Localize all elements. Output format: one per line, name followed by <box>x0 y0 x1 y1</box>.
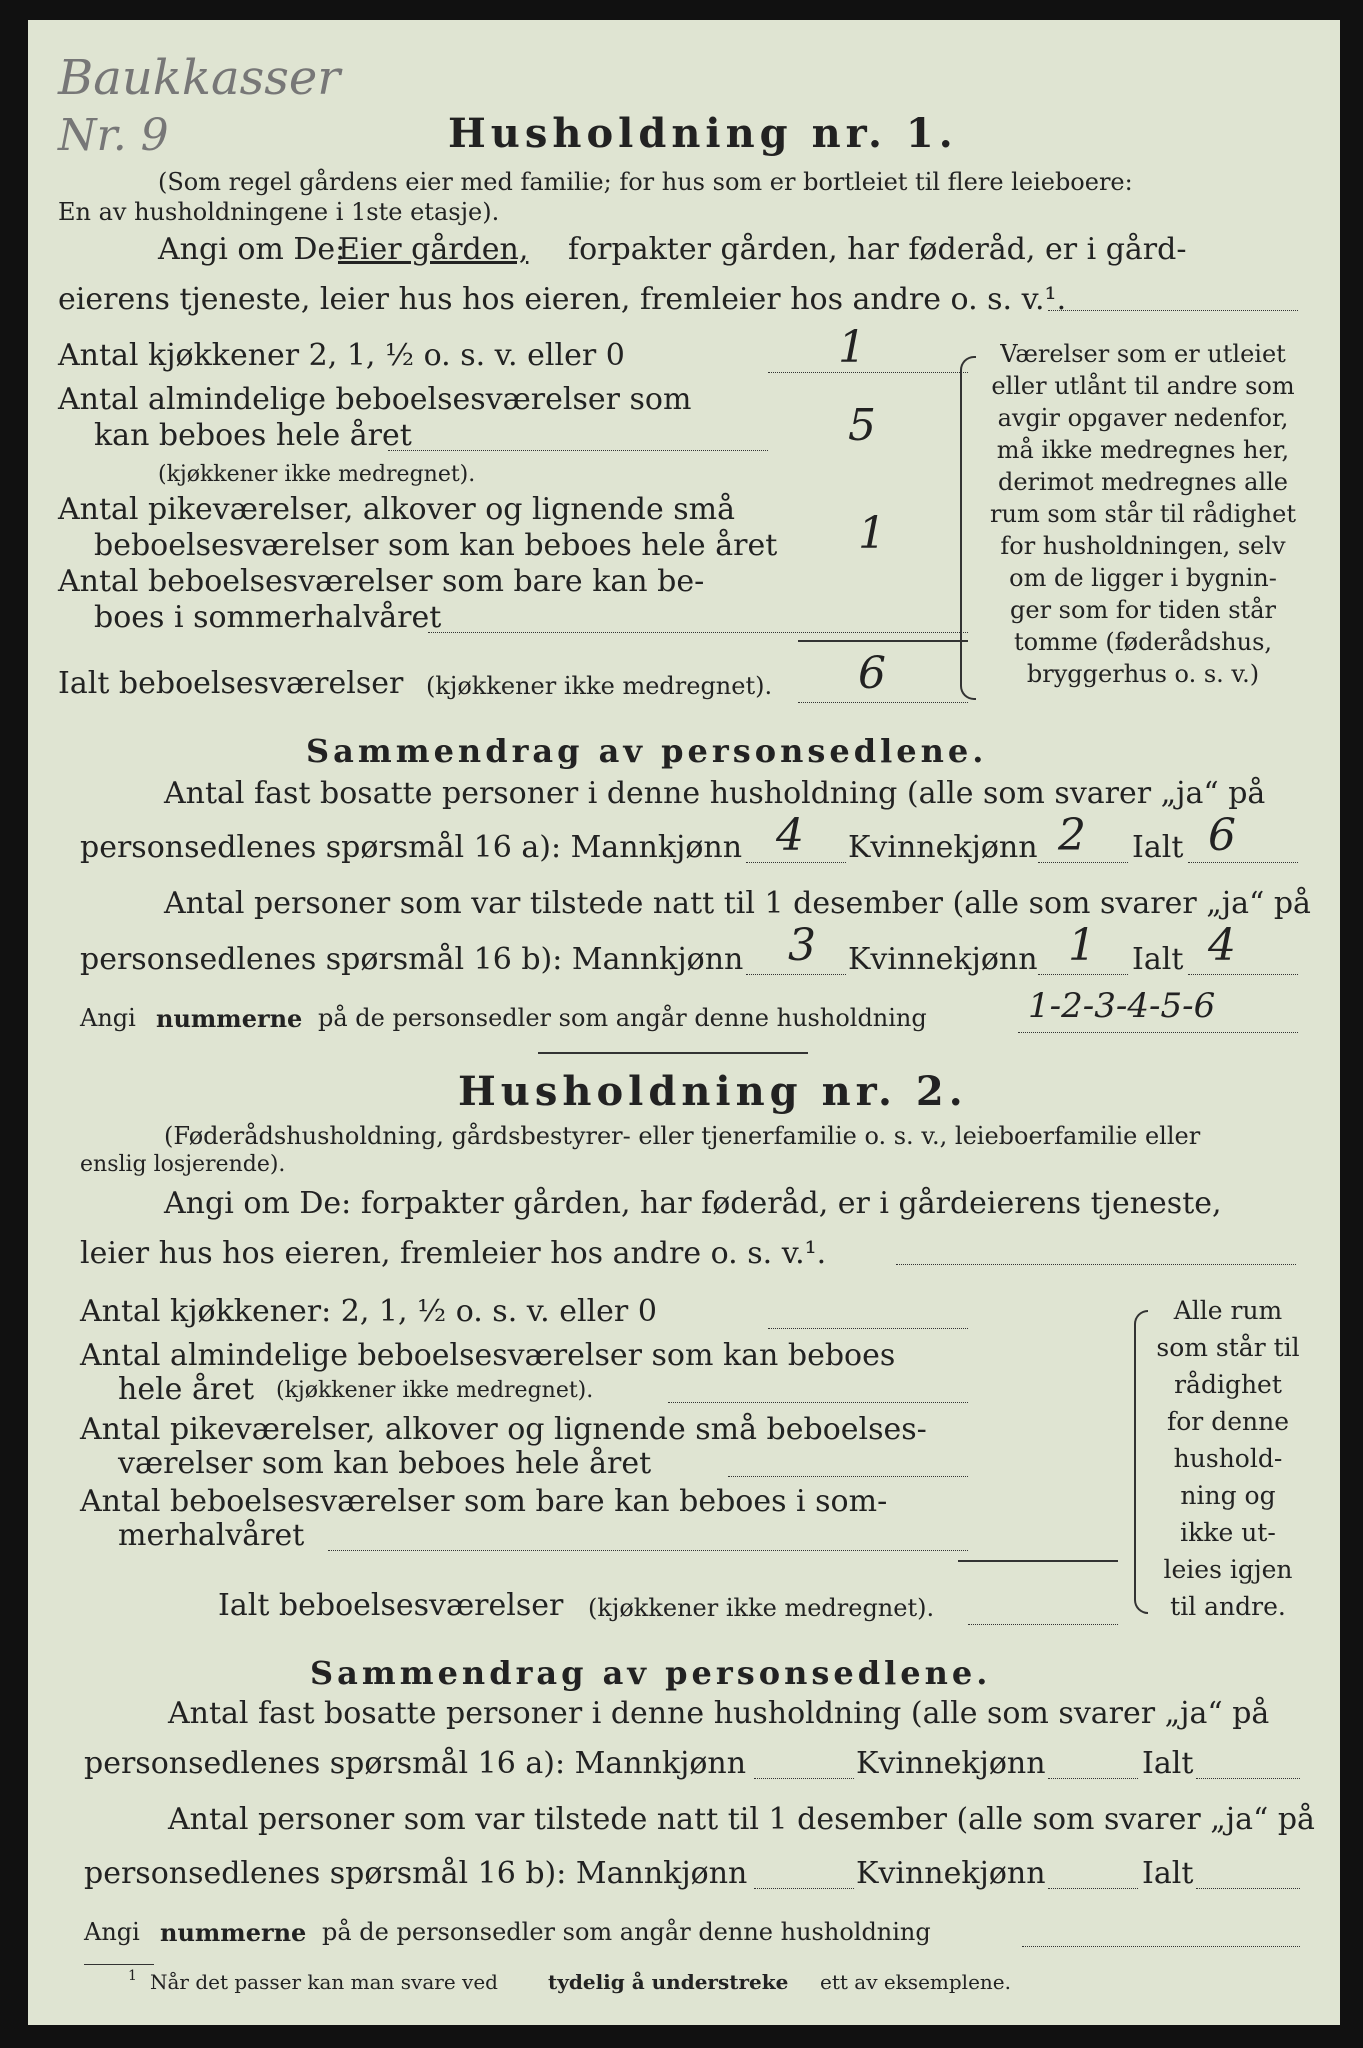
h2-side-note-line: Alle rum <box>1173 1296 1283 1325</box>
h1-kitchens-value: 1 <box>838 322 866 373</box>
h1-fast-line1: Antal fast bosatte personer i denne husholdning (alle som svarer „ja“ på <box>164 776 1266 811</box>
h2-side-note-line: for denne <box>1167 1407 1289 1436</box>
h2-present-women-line <box>1048 1888 1138 1889</box>
h2-summer-rooms-line <box>328 1550 968 1551</box>
h1-side-note-line: avgir opgaver nedenfor, <box>997 404 1289 432</box>
h1-side-brace <box>960 356 976 700</box>
h1-fast-total-label: Ialt <box>1132 830 1184 865</box>
h2-numbers-line <box>1022 1946 1300 1947</box>
h2-numbers-label-b: nummerne <box>160 1918 307 1947</box>
h1-rooms-dots <box>388 450 768 451</box>
h1-side-note-line: rum som står til rådighet <box>990 500 1296 528</box>
h2-fast-men-line <box>754 1778 854 1779</box>
h1-fast-total-value: 6 <box>1208 810 1236 861</box>
footnote-text-c: ett av eksemplene. <box>820 1970 1011 1994</box>
household-1-angi-options: forpakter gården, har føderåd, er i gård- <box>568 232 1187 267</box>
h2-present-line1: Antal personer som var tilstede natt til 1 desember (alle som svarer „ja“ på <box>168 1802 1315 1837</box>
h2-side-note-line: hushold- <box>1173 1444 1283 1473</box>
h1-maid-rooms-value: 1 <box>858 508 886 559</box>
h2-fast-women-label: Kvinnekjønn <box>856 1746 1046 1781</box>
h2-kitchens-line <box>768 1328 968 1329</box>
h1-numbers-label-b: nummerne <box>156 1004 303 1033</box>
h2-side-note-line: ikke ut- <box>1180 1518 1276 1547</box>
h1-side-note-line: for husholdningen, selv <box>1000 532 1286 560</box>
h1-present-line2: personsedlenes spørsmål 16 b): Mannkjønn <box>80 942 744 977</box>
h1-summary-title: Sammendrag av personsedlene. <box>306 732 988 770</box>
h1-side-note-line: ger som for tiden står <box>1010 596 1276 624</box>
household-2-note-line1: (Føderådshusholdning, gårdsbestyrer- eller tjenerfamilie o. s. v., leieboerfamilie eller <box>164 1122 1201 1150</box>
h1-fast-women-line <box>1038 862 1128 863</box>
h2-present-total-label: Ialt <box>1142 1856 1194 1891</box>
h2-total-rooms-label: Ialt beboelsesværelser <box>218 1588 564 1623</box>
h2-kitchens-label: Antal kjøkkener: 2, 1, ½ o. s. v. eller 0 <box>80 1294 657 1329</box>
household-2-angi-line1: Angi om De: forpakter gården, har føderåd, er i gårdeierens tjeneste, <box>164 1186 1222 1221</box>
h1-sum-rule <box>798 640 968 642</box>
h2-summer-rooms-label-line1: Antal beboelsesværelser som bare kan beboes i som- <box>80 1484 888 1519</box>
household-1-angi-answer-line <box>1048 310 1298 311</box>
h1-side-note-line: derimot medregnes alle <box>997 468 1289 496</box>
h2-fast-line2: personsedlenes spørsmål 16 a): Mannkjønn <box>84 1746 747 1781</box>
h1-rooms-label-line2: kan beboes hele året <box>94 418 412 453</box>
h2-side-note-line: rådighet <box>1174 1370 1282 1399</box>
h1-summer-rooms-dots <box>428 632 968 633</box>
h1-total-rooms-value: 6 <box>858 648 886 699</box>
h1-summer-rooms-label-line2: boes i sommerhalvåret <box>94 600 442 635</box>
h1-rooms-value: 5 <box>848 400 876 451</box>
h1-numbers-label-c: på de personsedler som angår denne husholdning <box>318 1004 927 1032</box>
section-divider <box>538 1052 808 1054</box>
household-1-angi-label: Angi om De: <box>158 232 346 267</box>
h1-maid-rooms-label-line2: beboelsesværelser som kan beboes hele året <box>94 528 778 563</box>
h1-present-women-line <box>1038 974 1128 975</box>
h2-summary-title: Sammendrag av personsedlene. <box>310 1654 992 1692</box>
footnote-text-b: tydelig å understreke <box>548 1970 789 1994</box>
census-form-page <box>28 20 1340 2025</box>
h1-maid-rooms-label-line1: Antal pikeværelser, alkover og lignende små <box>58 492 736 527</box>
h1-present-men-value: 3 <box>788 920 816 971</box>
h1-fast-men-line <box>746 862 846 863</box>
h1-rooms-label-line1: Antal almindelige beboelsesværelser som <box>58 382 692 417</box>
household-2-angi-answer-line <box>896 1264 1296 1265</box>
h1-present-total-label: Ialt <box>1132 942 1184 977</box>
h1-side-note-line: eller utlånt til andre som <box>991 372 1295 400</box>
h2-rooms-line <box>668 1402 968 1403</box>
h1-present-women-value: 1 <box>1068 920 1096 971</box>
h1-total-rooms-note: (kjøkkener ikke medregnet). <box>426 672 773 700</box>
h1-side-note-line: bryggerhus o. s. v.) <box>1026 660 1260 688</box>
h2-present-total-line <box>1196 1888 1300 1889</box>
footnote-text-a: Når det passer kan man svare ved <box>150 1970 498 1994</box>
household-2-angi-line2: leier hus hos eieren, fremleier hos andre o. s. v.¹. <box>80 1236 827 1271</box>
household-2-note-line2: enslig losjerende). <box>80 1152 286 1177</box>
h1-present-line1: Antal personer som var tilstede natt til 1 desember (alle som svarer „ja“ på <box>164 886 1311 921</box>
household-2-title: Husholdning nr. 2. <box>458 1068 968 1115</box>
h1-present-total-value: 4 <box>1208 920 1236 971</box>
h1-present-total-line <box>1188 974 1298 975</box>
h2-present-line2: personsedlenes spørsmål 16 b): Mannkjønn <box>84 1856 748 1891</box>
h1-numbers-line <box>1018 1032 1298 1033</box>
margin-note-line2: Nr. 9 <box>58 110 169 161</box>
h1-side-note-line: om de ligger i bygnin- <box>1009 564 1277 592</box>
h1-fast-women-label: Kvinnekjønn <box>848 830 1038 865</box>
h2-present-women-label: Kvinnekjønn <box>856 1856 1046 1891</box>
h2-rooms-label-line1: Antal almindelige beboelsesværelser som kan beboes <box>80 1338 896 1373</box>
footnote-rule <box>84 1964 154 1965</box>
household-1-option-owner-underlined: Eier gården, <box>338 232 529 267</box>
household-1-angi-line2: eierens tjeneste, leier hus hos eieren, fremleier hos andre o. s. v.¹. <box>58 282 1067 317</box>
household-1-title: Husholdning nr. 1. <box>448 110 958 157</box>
h1-side-note-line: tomme (føderådshus, <box>1013 628 1273 656</box>
margin-note-line1: Baukkasser <box>58 50 341 106</box>
h2-side-note-line: ning og <box>1180 1481 1276 1510</box>
household-1-note-line1: (Som regel gårdens eier med familie; for hus som er bortleiet til flere leieboere: <box>158 168 1133 196</box>
h2-fast-women-line <box>1048 1778 1138 1779</box>
h1-fast-women-value: 2 <box>1058 810 1086 861</box>
household-1-note-line2: En av husholdningene i 1ste etasje). <box>58 198 500 226</box>
h1-total-rooms-line <box>798 702 968 703</box>
h2-rooms-label-line2: hele året <box>118 1372 254 1407</box>
h2-total-rooms-line <box>968 1624 1118 1625</box>
h2-side-brace <box>1134 1310 1148 1614</box>
h2-side-note-line: leies igjen <box>1163 1555 1293 1584</box>
h1-side-note-line: Værelser som er utleiet <box>1000 340 1286 368</box>
h2-fast-total-label: Ialt <box>1142 1746 1194 1781</box>
footnote-mark: 1 <box>128 1968 137 1984</box>
h1-present-women-label: Kvinnekjønn <box>848 942 1038 977</box>
h1-kitchens-label: Antal kjøkkener 2, 1, ½ o. s. v. eller 0 <box>58 338 625 373</box>
h1-summer-rooms-label-line1: Antal beboelsesværelser som bare kan be- <box>58 564 705 599</box>
h1-fast-line2: personsedlenes spørsmål 16 a): Mannkjønn <box>80 830 743 865</box>
h2-numbers-label-a: Angi <box>84 1918 140 1946</box>
h2-numbers-label-c: på de personsedler som angår denne husholdning <box>322 1918 931 1946</box>
h1-total-rooms-label: Ialt beboelsesværelser <box>58 666 404 701</box>
h2-total-rooms-note: (kjøkkener ikke medregnet). <box>588 1594 935 1622</box>
h2-summer-rooms-label-line2: merhalvåret <box>118 1518 305 1553</box>
h2-present-men-line <box>754 1888 854 1889</box>
h2-side-note-line: til andre. <box>1170 1592 1286 1621</box>
h1-rooms-note: (kjøkkener ikke medregnet). <box>158 462 476 487</box>
h2-fast-line1: Antal fast bosatte personer i denne husholdning (alle som svarer „ja“ på <box>168 1696 1270 1731</box>
h2-maid-rooms-line <box>728 1476 968 1477</box>
h2-side-note <box>1148 1292 1308 1625</box>
h2-maid-rooms-label-line1: Antal pikeværelser, alkover og lignende små beboelses- <box>80 1412 927 1447</box>
h1-present-men-line <box>746 974 846 975</box>
h1-side-note <box>978 338 1308 690</box>
h1-side-note-line: må ikke medregnes her, <box>996 436 1290 464</box>
h1-kitchens-line <box>768 372 968 373</box>
h1-fast-men-value: 4 <box>776 810 804 861</box>
h2-fast-total-line <box>1196 1778 1300 1779</box>
h2-rooms-note: (kjøkkener ikke medregnet). <box>276 1378 594 1403</box>
h2-side-note-line: som står til <box>1156 1333 1300 1362</box>
h2-maid-rooms-label-line2: værelser som kan beboes hele året <box>118 1446 652 1481</box>
h1-fast-total-line <box>1188 862 1298 863</box>
h1-numbers-value: 1-2-3-4-5-6 <box>1028 986 1216 1026</box>
h2-sum-rule <box>958 1560 1118 1562</box>
h1-numbers-label-a: Angi <box>80 1004 136 1032</box>
